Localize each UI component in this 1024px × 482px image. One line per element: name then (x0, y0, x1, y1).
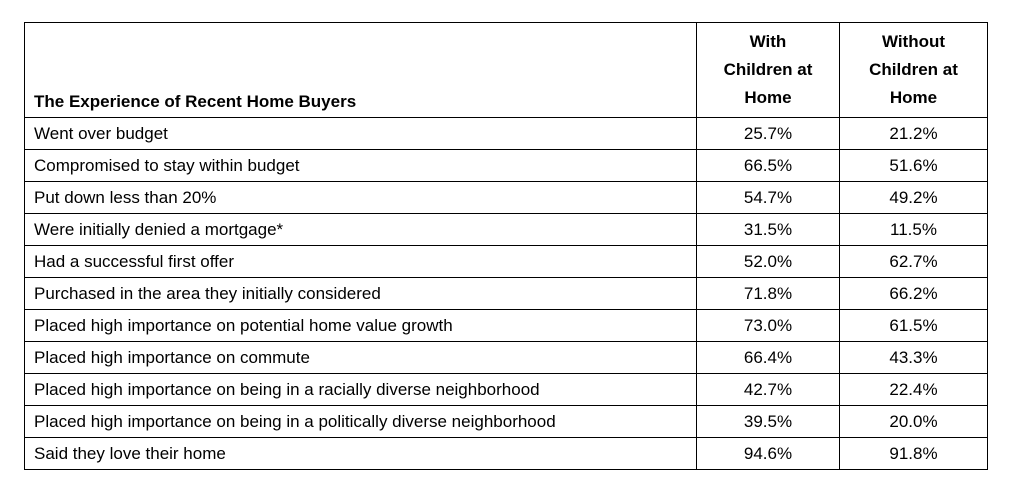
row-label: Were initially denied a mortgage* (25, 214, 697, 246)
value-without-children: 21.2% (840, 118, 988, 150)
column-header-with-line-1: With (749, 32, 787, 51)
row-label: Went over budget (25, 118, 697, 150)
value-with-children: 94.6% (697, 438, 840, 470)
value-without-children: 49.2% (840, 182, 988, 214)
data-table-container (24, 22, 988, 470)
value-without-children: 62.7% (840, 246, 988, 278)
row-label: Purchased in the area they initially considered (25, 278, 697, 310)
header-row (25, 23, 988, 118)
row-label: Placed high importance on commute (25, 342, 697, 374)
column-header-with-children (697, 23, 840, 118)
row-label: Placed high importance on being in a racially diverse neighborhood (25, 374, 697, 406)
table-row (25, 342, 988, 374)
value-without-children: 43.3% (840, 342, 988, 374)
column-header-with-line-3: Home (744, 88, 792, 107)
table-row (25, 214, 988, 246)
value-without-children: 66.2% (840, 278, 988, 310)
value-without-children: 91.8% (840, 438, 988, 470)
value-with-children: 66.5% (697, 150, 840, 182)
table-row (25, 406, 988, 438)
table-row (25, 150, 988, 182)
column-header-with-line-2: Children at (723, 60, 813, 79)
value-with-children: 25.7% (697, 118, 840, 150)
table-row (25, 246, 988, 278)
row-label: Put down less than 20% (25, 182, 697, 214)
value-with-children: 66.4% (697, 342, 840, 374)
table-row (25, 118, 988, 150)
row-label: Had a successful first offer (25, 246, 697, 278)
column-header-without-line-3: Home (889, 88, 938, 107)
row-label: Said they love their home (25, 438, 697, 470)
home-buyers-table (24, 22, 988, 470)
value-with-children: 73.0% (697, 310, 840, 342)
column-header-without-line-2: Children at (869, 60, 958, 79)
value-without-children: 20.0% (840, 406, 988, 438)
value-without-children: 61.5% (840, 310, 988, 342)
row-label: Placed high importance on potential home value growth (25, 310, 697, 342)
table-row (25, 310, 988, 342)
value-with-children: 31.5% (697, 214, 840, 246)
table-row (25, 182, 988, 214)
value-without-children: 11.5% (840, 214, 988, 246)
value-with-children: 42.7% (697, 374, 840, 406)
value-with-children: 52.0% (697, 246, 840, 278)
column-header-without-children (840, 23, 988, 118)
value-with-children: 39.5% (697, 406, 840, 438)
value-with-children: 54.7% (697, 182, 840, 214)
table-row (25, 438, 988, 470)
value-without-children: 51.6% (840, 150, 988, 182)
value-with-children: 71.8% (697, 278, 840, 310)
table-row (25, 374, 988, 406)
row-label: Placed high importance on being in a politically diverse neighborhood (25, 406, 697, 438)
table-row (25, 278, 988, 310)
row-label: Compromised to stay within budget (25, 150, 697, 182)
column-header-without-line-1: Without (881, 32, 946, 51)
value-without-children: 22.4% (840, 374, 988, 406)
table-title: The Experience of Recent Home Buyers (25, 23, 697, 118)
